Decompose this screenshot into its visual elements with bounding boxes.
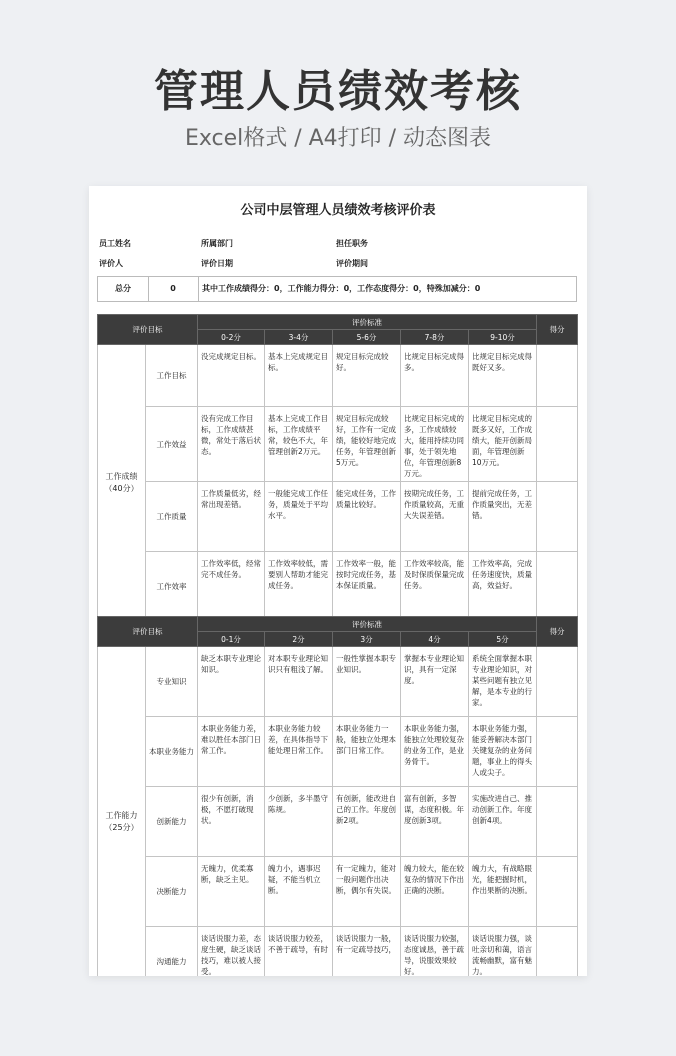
standard-cell: 少创新，多半墨守陈规。	[265, 787, 333, 857]
standard-cell: 一般能完成工作任务，质量处于平均水平。	[265, 482, 333, 552]
standard-cell: 有一定魄力，能对一般问题作出决断，偶尔有失误。	[333, 857, 401, 927]
header-row	[98, 617, 578, 632]
table-row	[98, 345, 578, 407]
score-cell[interactable]	[537, 345, 578, 407]
level-header: 2分	[265, 632, 333, 647]
standard-cell: 基本上完成工作目标，工作成绩平常，较色不大，年管理创新2万元。	[265, 407, 333, 482]
standard-cell: 工作效率高，完成任务速度快，质量高，效益好。	[469, 552, 537, 622]
standard-cell: 对本职专业理论知识只有粗浅了解。	[265, 647, 333, 717]
standard-cell: 魄力大，有战略眼光，能把握时机，作出果断的决断。	[469, 857, 537, 927]
score-cell[interactable]	[537, 647, 578, 717]
level-header: 0-2分	[198, 330, 265, 345]
standard-cell: 本职业务能力一般，能独立处理本部门日常工作。	[333, 717, 401, 787]
table-row	[98, 927, 578, 977]
eval-date-label: 评价日期	[201, 259, 233, 268]
standard-cell: 工作效率较低，需要别人帮助才能完成任务。	[265, 552, 333, 622]
standard-cell: 系统全面掌握本职专业理论知识，对某些问题有独立见解，是本专业的行家。	[469, 647, 537, 717]
eval-period-label: 评价期间	[336, 259, 368, 268]
standard-cell: 谈话说服力较差，不善于疏导，有时	[265, 927, 333, 977]
table-row	[98, 857, 578, 927]
standard-cell: 很少有创新，消极，不愿打破现状。	[198, 787, 265, 857]
standard-cell: 实施改进自己、推动创新工作。年度创新4项。	[469, 787, 537, 857]
level-header: 7-8分	[401, 330, 469, 345]
standard-cell: 提前完成任务，工作质量突出，无差错。	[469, 482, 537, 552]
score-cell[interactable]	[537, 407, 578, 482]
level-header: 3-4分	[265, 330, 333, 345]
header-target: 评价目标	[98, 315, 198, 345]
standard-cell: 工作质量低劣，经常出现差错。	[198, 482, 265, 552]
header-standard: 评价标准	[198, 617, 537, 632]
standard-cell: 有创新，能改进自己的工作。年度创新2项。	[333, 787, 401, 857]
standard-cell: 没完成规定目标。	[198, 345, 265, 407]
criteria-item: 决断能力	[146, 857, 198, 927]
sheet-title: 公司中层管理人员绩效考核评价表	[240, 203, 436, 218]
evaluator-label: 评价人	[99, 259, 123, 268]
criteria-item: 创新能力	[146, 787, 198, 857]
standard-cell: 富有创新，多智谋，态度积极。年度创新3项。	[401, 787, 469, 857]
standard-cell: 能完成任务，工作质量比较好。	[333, 482, 401, 552]
employee-name-label: 员工姓名	[99, 239, 131, 248]
criteria-item: 专业知识	[146, 647, 198, 717]
table-row	[98, 552, 578, 622]
criteria-item: 工作效益	[146, 407, 198, 482]
work-performance-table	[97, 314, 578, 622]
table-row	[98, 647, 578, 717]
standard-cell: 比规定目标完成得多。	[401, 345, 469, 407]
level-header: 0-1分	[198, 632, 265, 647]
department-label: 所属部门	[201, 239, 233, 248]
standard-cell: 无魄力，优柔寡断，缺乏主见。	[198, 857, 265, 927]
level-header: 9-10分	[469, 330, 537, 345]
position-label: 担任职务	[336, 239, 368, 248]
score-cell[interactable]	[537, 717, 578, 787]
standard-cell: 谈话说服力一般，有一定疏导技巧，	[333, 927, 401, 977]
standard-cell: 按期完成任务，工作质量较高，无重大失误差错。	[401, 482, 469, 552]
standard-cell: 规定目标完成较好。	[333, 345, 401, 407]
header-standard: 评价标准	[198, 315, 537, 330]
hero-title: 管理人员绩效考核	[154, 66, 522, 117]
standard-cell: 比规定目标完成得既好又多。	[469, 345, 537, 407]
score-cell[interactable]	[537, 787, 578, 857]
standard-cell: 本职业务能力强，能妥善解决本部门关键复杂的业务问题，事业上的得头人或尖子。	[469, 717, 537, 787]
standard-cell: 本职业务能力强，能独立处理较复杂的业务工作，是业务骨干。	[401, 717, 469, 787]
criteria-item: 工作目标	[146, 345, 198, 407]
criteria-item: 沟通能力	[146, 927, 198, 977]
standard-cell: 工作效率低，经常完不成任务。	[198, 552, 265, 622]
score-cell[interactable]	[537, 482, 578, 552]
hero-subtitle: Excel格式 / A4打印 / 动态图表	[184, 126, 492, 151]
standard-cell: 谈话说服力差，态度生硬，缺乏谈话技巧，难以被人接受。	[198, 927, 265, 977]
header-row	[98, 315, 578, 330]
standard-cell: 谈话说服力强，谈吐亲切和蔼，语言流畅幽默，富有魅力。	[469, 927, 537, 977]
total-score-value[interactable]: 0	[148, 277, 199, 301]
level-header: 5-6分	[333, 330, 401, 345]
standard-cell: 本职业务能力差，难以胜任本部门日常工作。	[198, 717, 265, 787]
criteria-item: 工作质量	[146, 482, 198, 552]
header-score: 得分	[537, 315, 578, 345]
standard-cell: 没有完成工作目标，工作成绩甚微，常处于落后状态。	[198, 407, 265, 482]
standard-cell: 掌握本专业理论知识，具有一定深度。	[401, 647, 469, 717]
score-cell[interactable]	[537, 857, 578, 927]
criteria-item: 本职业务能力	[146, 717, 198, 787]
standard-cell: 缺乏本职专业理论知识。	[198, 647, 265, 717]
table-row	[98, 787, 578, 857]
table-row	[98, 482, 578, 552]
table-row	[98, 407, 578, 482]
standard-cell: 一般性掌握本职专业知识。	[333, 647, 401, 717]
standard-cell: 谈话说服力较强，态度诚恳，善于疏导，说服效果较好。	[401, 927, 469, 977]
standard-cell: 比规定目标完成的既多又好，工作成绩大，能开创新局面，年管理创新10万元。	[469, 407, 537, 482]
score-cell[interactable]	[537, 927, 578, 977]
standard-cell: 工作效率较高，能及时保质保量完成任务。	[401, 552, 469, 622]
summary-row	[97, 276, 577, 302]
table-row	[98, 717, 578, 787]
level-header: 3分	[333, 632, 401, 647]
total-score-label: 总分	[98, 277, 149, 301]
header-target: 评价目标	[98, 617, 198, 647]
work-ability-table	[97, 616, 578, 976]
standard-cell: 比规定目标完成的多，工作成绩较大，能用持续功同事，处于领先地位，年管理创新8万元。	[401, 407, 469, 482]
criteria-group: 工作成绩 （40分）	[98, 345, 146, 622]
evaluation-sheet	[89, 186, 587, 976]
level-header: 4分	[401, 632, 469, 647]
standard-cell: 魄力小，遇事迟疑，不能当机立断。	[265, 857, 333, 927]
level-header: 5分	[469, 632, 537, 647]
header-score: 得分	[537, 617, 578, 647]
score-breakdown: 其中工作成绩得分：0，工作能力得分：0，工作态度得分：0，特殊加减分：0	[202, 284, 481, 293]
standard-cell: 工作效率一般，能按时完成任务，基本保证质量。	[333, 552, 401, 622]
standard-cell: 规定目标完成较好，工作有一定成绩，能较好地完成任务，年管理创新5万元。	[333, 407, 401, 482]
standard-cell: 魄力较大，能在较复杂的情况下作出正确的决断。	[401, 857, 469, 927]
standard-cell: 本职业务能力较差，在具体指导下能处理日常工作。	[265, 717, 333, 787]
score-cell[interactable]	[537, 552, 578, 622]
criteria-item: 工作效率	[146, 552, 198, 622]
standard-cell: 基本上完成规定目标。	[265, 345, 333, 407]
criteria-group: 工作能力 （25分）	[98, 647, 146, 977]
